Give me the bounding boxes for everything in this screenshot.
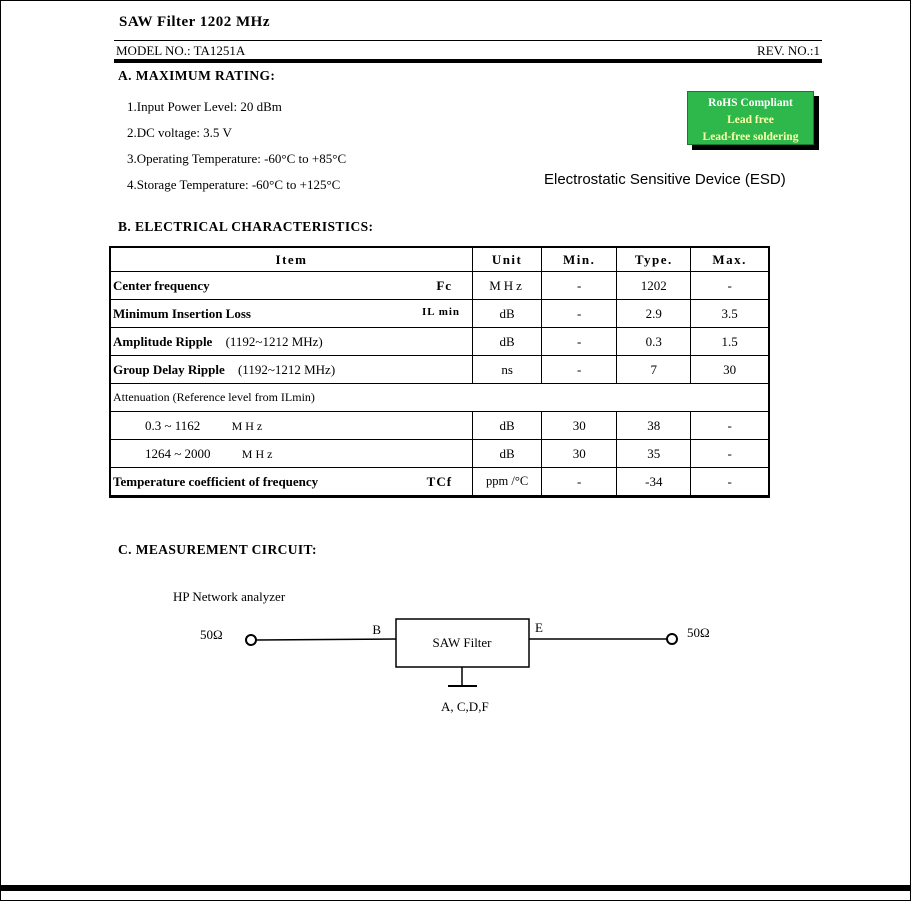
atten1-range-unit: MHz [231,418,266,433]
row1-unit: MHz [473,272,542,300]
rohs-badge-line1: RoHS Compliant [708,97,793,109]
table-row [110,468,769,497]
atten1-unit: dB [473,412,542,440]
electrical-characteristics-table [109,246,770,498]
row3-unit: dB [473,328,542,356]
atten1-max: - [691,412,769,440]
model-number: MODEL NO.: TA1251A [116,43,246,58]
left-wire [257,639,396,640]
row2-symbol: IL min [421,305,461,318]
table-row [110,356,769,384]
header-unit: Unit [473,247,542,272]
table-row [110,272,769,300]
revision-number: REV. NO.:1 [757,43,820,58]
row3-min: - [542,328,617,356]
row2-min: - [542,300,617,328]
row1-name: Center frequency [113,277,210,293]
atten2-unit: dB [473,440,542,468]
row2-typ: 2.9 [617,300,691,328]
esd-note: Electrostatic Sensitive Device (ESD) [544,171,786,188]
table-row [110,412,769,440]
max-rating-item-3: 3.Operating Temperature: -60°C to +85°C [127,151,347,166]
row3-max: 1.5 [691,328,769,356]
row1-typ: 1202 [617,272,691,300]
atten2-max: - [691,440,769,468]
tcf-typ: -34 [617,468,691,497]
max-rating-item-4: 4.Storage Temperature: -60°C to +125°C [127,177,341,192]
row4-note: (1192~1212 MHz) [237,361,336,377]
header-min: Min. [542,247,617,272]
right-port-terminal [667,634,677,644]
rohs-badge-line2: Lead free [727,114,774,126]
row2-max: 3.5 [691,300,769,328]
page-title: SAW Filter 1202 MHz [119,14,271,30]
rohs-badge-line3: Lead-free soldering [702,131,799,143]
tcf-name: Temperature coefficient of frequency [113,473,319,489]
atten1-typ: 38 [617,412,691,440]
row4-typ: 7 [617,356,691,384]
table-row [110,300,769,328]
measurement-circuit-diagram [1,576,910,746]
atten2-typ: 35 [617,440,691,468]
table-row [110,328,769,356]
tcf-max: - [691,468,769,497]
footer-rule [1,885,910,891]
row3-note: (1192~1212 MHz) [225,333,323,349]
left-port-terminal [246,635,256,645]
row1-min: - [542,272,617,300]
ground-pins-label: A, C,D,F [441,699,489,714]
row3-name: Amplitude Ripple [113,333,213,349]
rohs-badge [687,91,814,145]
atten2-range: 1264 ~ 2000 [145,445,211,461]
port-e-label: E [535,620,543,635]
row4-min: - [542,356,617,384]
atten1-min: 30 [542,412,617,440]
row1-max: - [691,272,769,300]
tcf-symbol: TCf [426,473,453,489]
atten2-min: 30 [542,440,617,468]
right-impedance-label: 50Ω [687,625,710,640]
header-item: Item [110,247,473,272]
header-rule-thick [114,59,822,63]
row2-name: Minimum Insertion Loss [113,305,251,321]
row4-max: 30 [691,356,769,384]
row1-symbol: Fc [436,277,453,293]
max-rating-item-1: 1.Input Power Level: 20 dBm [127,99,282,114]
row2-unit: dB [473,300,542,328]
header-typ: Type. [617,247,691,272]
max-rating-list [127,94,346,198]
analyzer-label: HP Network analyzer [173,589,286,604]
header-max: Max. [691,247,769,272]
attenuation-header-row [110,384,769,412]
left-impedance-label: 50Ω [200,627,223,642]
atten2-range-unit: MHz [241,446,276,461]
saw-filter-label: SAW Filter [432,635,492,650]
section-c-heading: C. MEASUREMENT CIRCUIT: [118,542,317,557]
atten1-range: 0.3 ~ 1162 [145,417,201,433]
tcf-unit: ppm /°C [473,468,542,497]
tcf-min: - [542,468,617,497]
attenuation-label: Attenuation (Reference level from ILmin) [110,384,769,412]
row4-unit: ns [473,356,542,384]
header-rule-thin [114,40,822,41]
row4-name: Group Delay Ripple [113,361,225,377]
port-b-label: B [372,622,381,637]
table-header-row [110,247,769,272]
section-b-heading: B. ELECTRICAL CHARACTERISTICS: [118,219,374,234]
row3-typ: 0.3 [617,328,691,356]
max-rating-item-2: 2.DC voltage: 3.5 V [127,125,232,140]
section-a-heading: A. MAXIMUM RATING: [118,68,276,83]
table-row [110,440,769,468]
